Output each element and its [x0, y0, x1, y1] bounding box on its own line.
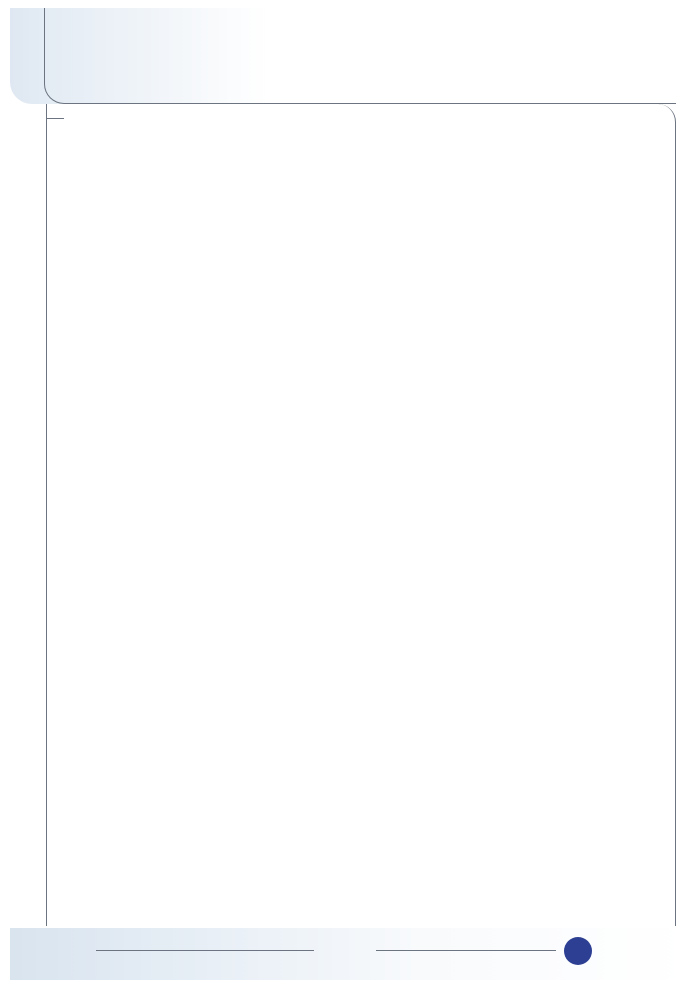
content-frame [46, 104, 676, 926]
footer-rule-left [96, 950, 314, 951]
frame-corner [46, 118, 64, 128]
company-logo [564, 935, 678, 975]
header-divider [44, 8, 676, 104]
footer-rule-right [376, 950, 556, 951]
logo-mark [564, 937, 592, 965]
